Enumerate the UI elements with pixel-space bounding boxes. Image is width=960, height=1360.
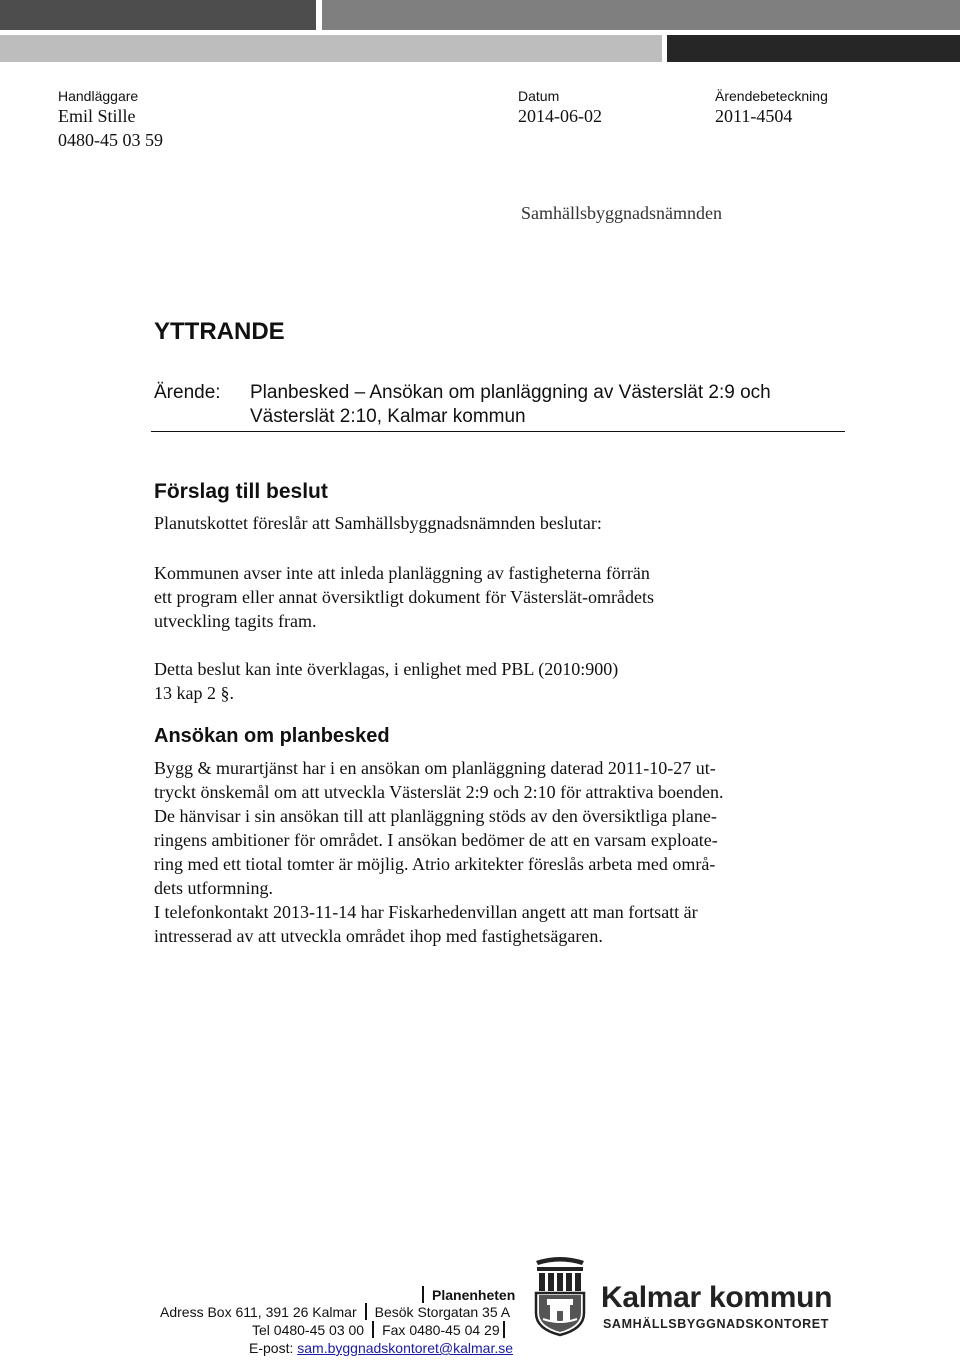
appeal-line: Detta beslut kan inte överklagas, i enlighet med PBL (2010:900) [154,659,619,679]
decision-line: Kommunen avser inte att inleda planläggning av fastigheterna förrän [154,563,650,583]
footer-unit: Planenheten [432,1287,516,1303]
decision-paragraph [154,561,834,633]
header-bar-light [0,35,662,62]
appeal-paragraph [154,657,834,705]
datum-value: 2014-06-02 [518,106,602,126]
ansokan-line: ring med ett tiotal tomter är möjlig. Atrio arkitekter föreslås arbeta med områ- [154,854,716,874]
ansokan-line: De hänvisar i sin ansökan till att planläggning stöds av den översiktliga plane- [154,806,717,826]
section-heading-ansokan: Ansökan om planbesked [154,725,390,747]
header-bar-black [667,35,960,62]
doc-title: YTTRANDE [154,318,285,345]
separator [503,1321,505,1338]
arende-label: Ärendebeteckning [715,88,828,104]
header-bar-dark [0,0,316,30]
ansokan-line: dets utformning. [154,878,273,898]
handlaggare-phone: 0480-45 03 59 [58,130,163,150]
footer-visit: Besök Storgatan 35 A [374,1304,511,1320]
subject-line-2: Västerslät 2:10, Kalmar kommun [250,406,526,427]
ansokan-line: I telefonkontakt 2013-11-14 har Fiskarhedenvillan angett att man fortsatt är [154,902,698,922]
footer-unit-row [422,1286,515,1303]
footer-phone-row [252,1321,505,1338]
datum-label: Datum [518,88,560,104]
section-heading-forslag: Förslag till beslut [154,480,328,503]
footer-email-link[interactable]: sam.byggnadskontoret@kalmar.se [297,1340,514,1356]
separator [365,1303,367,1320]
handlaggare-name: Emil Stille [58,106,136,126]
footer-fax: Fax 0480-45 04 29 [382,1322,500,1338]
subject-line-1: Planbesked – Ansökan om planläggning av Västerslät 2:9 och [250,382,771,403]
ansokan-line: intresserad av att utveckla området ihop med fastighetsägaren. [154,926,603,946]
footer-email-row [249,1340,513,1356]
ansokan-paragraph [154,756,834,948]
ansokan-line: Bygg & murartjänst har i en ansökan om planläggning daterad 2011-10-27 ut- [154,758,716,778]
footer-address: Adress Box 611, 391 26 Kalmar [160,1304,357,1320]
arende-value: 2011-4504 [715,106,793,126]
forslag-intro: Planutskottet föreslår att Samhällsbyggnadsnämnden beslutar: [154,513,602,533]
header-bar-mid [322,0,960,30]
decision-line: utveckling tagits fram. [154,611,317,631]
logo-subtitle: SAMHÄLLSBYGGNADSKONTORET [603,1317,829,1331]
kalmar-coat-of-arms-icon [530,1253,590,1337]
separator [372,1321,374,1338]
ansokan-line: ringens ambitioner för området. I ansökan bedömer de att en varsam exploate- [154,830,718,850]
subject-divider [151,431,845,432]
appeal-line: 13 kap 2 §. [154,683,234,703]
footer-email-label: E-post: [249,1340,294,1356]
subject-label: Ärende: [154,382,221,403]
footer-address-row [160,1303,510,1320]
footer-tel: Tel 0480-45 03 00 [252,1322,365,1338]
decision-line: ett program eller annat översiktligt dokument för Västerslät-områdets [154,587,655,607]
ansokan-line: tryckt önskemål om att utveckla Västerslät 2:9 och 2:10 för attraktiva boenden. [154,782,724,802]
handlaggare-label: Handläggare [58,88,139,104]
logo-name: Kalmar kommun [601,1281,833,1314]
recipient: Samhällsbyggnadsnämnden [521,203,722,223]
separator [422,1286,424,1303]
